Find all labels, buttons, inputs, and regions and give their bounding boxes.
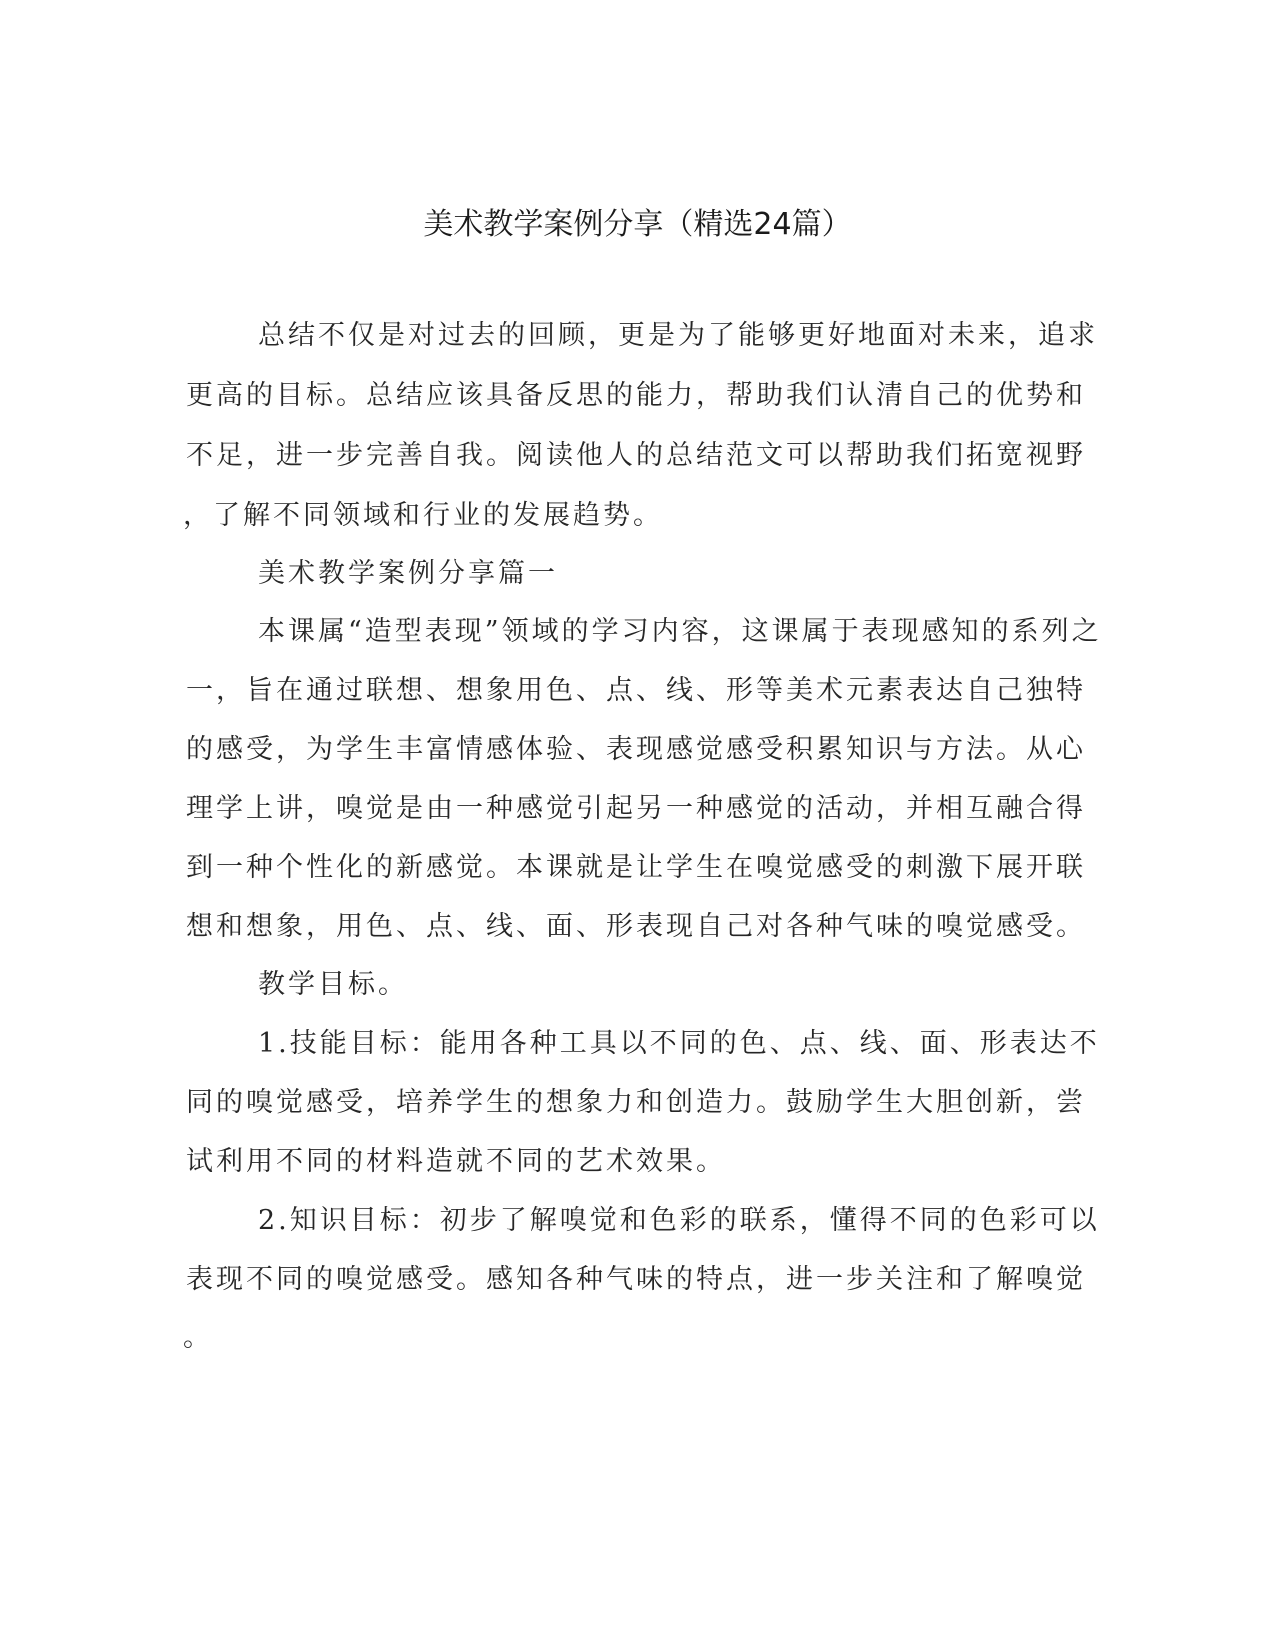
subheading: 教学目标。 xyxy=(258,969,408,1000)
paragraph-line: ，了解不同领域和行业的发展趋势。 xyxy=(183,500,663,531)
section-heading: 美术教学案例分享篇一 xyxy=(258,558,558,589)
paragraph-line: 本课属“造型表现”领域的学习内容，这课属于表现感知的系列之 xyxy=(258,616,1102,647)
document-title: 美术教学案例分享（精选24篇） xyxy=(423,207,852,242)
paragraph-line: 1.技能目标：能用各种工具以不同的色、点、线、面、形表达不 xyxy=(258,1028,1100,1059)
paragraph-line: 想和想象，用色、点、线、面、形表现自己对各种气味的嗅觉感受。 xyxy=(186,911,1086,942)
paragraph-line: 到一种个性化的新感觉。本课就是让学生在嗅觉感受的刺激下展开联 xyxy=(186,852,1086,883)
paragraph-line: 更高的目标。总结应该具备反思的能力，帮助我们认清自己的优势和 xyxy=(186,380,1086,411)
paragraph-line: 同的嗅觉感受，培养学生的想象力和创造力。鼓励学生大胆创新，尝 xyxy=(186,1087,1086,1118)
paragraph-line: 不足，进一步完善自我。阅读他人的总结范文可以帮助我们拓宽视野 xyxy=(186,440,1086,471)
paragraph-line: 总结不仅是对过去的回顾，更是为了能够更好地面对未来，追求 xyxy=(258,320,1098,351)
paragraph-line: 试利用不同的材料造就不同的艺术效果。 xyxy=(186,1146,726,1177)
paragraph-line: 2.知识目标：初步了解嗅觉和色彩的联系，懂得不同的色彩可以 xyxy=(258,1205,1100,1236)
paragraph-line: 。 xyxy=(183,1322,213,1353)
paragraph-line: 表现不同的嗅觉感受。感知各种气味的特点，进一步关注和了解嗅觉 xyxy=(186,1264,1086,1295)
paragraph-line: 的感受，为学生丰富情感体验、表现感觉感受积累知识与方法。从心 xyxy=(186,734,1086,765)
paragraph-line: 理学上讲，嗅觉是由一种感觉引起另一种感觉的活动，并相互融合得 xyxy=(186,793,1086,824)
paragraph-line: 一，旨在通过联想、想象用色、点、线、形等美术元素表达自己独特 xyxy=(186,675,1086,706)
